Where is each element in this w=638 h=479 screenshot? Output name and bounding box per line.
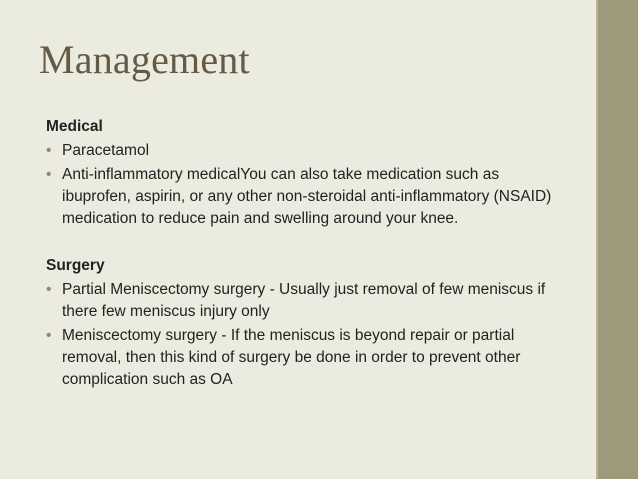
bullet-icon: • xyxy=(46,327,52,344)
bullet-icon: • xyxy=(46,166,52,183)
list-item xyxy=(46,279,566,323)
section-heading-surgery: Surgery xyxy=(46,257,105,274)
accent-bar xyxy=(596,0,638,479)
bullet-icon: • xyxy=(46,281,52,298)
slide-content xyxy=(46,116,566,393)
list-item-text: Partial Meniscectomy surgery - Usually just removal of few meniscus if there few meniscus injury only xyxy=(62,281,546,320)
bullet-icon: • xyxy=(46,142,52,159)
section-spacer xyxy=(46,232,566,255)
list-item xyxy=(46,164,566,230)
section-heading-medical: Medical xyxy=(46,118,103,135)
list-item xyxy=(46,140,566,162)
surgery-list xyxy=(46,279,566,391)
list-item xyxy=(46,325,566,391)
list-item-text: Meniscectomy surgery - If the meniscus is beyond repair or partial removal, then this kind of surgery be done in order to prevent other complication such as OA xyxy=(62,327,521,388)
slide-title: Management xyxy=(39,37,250,82)
list-item-text: Paracetamol xyxy=(62,142,150,159)
list-item-text: Anti-inflammatory medicalYou can also take medication such as ibuprofen, aspirin, or any other non-steroidal anti-inflammatory (NSAID) medication to reduce pain and swelling around your knee. xyxy=(62,166,552,227)
medical-list xyxy=(46,140,566,230)
